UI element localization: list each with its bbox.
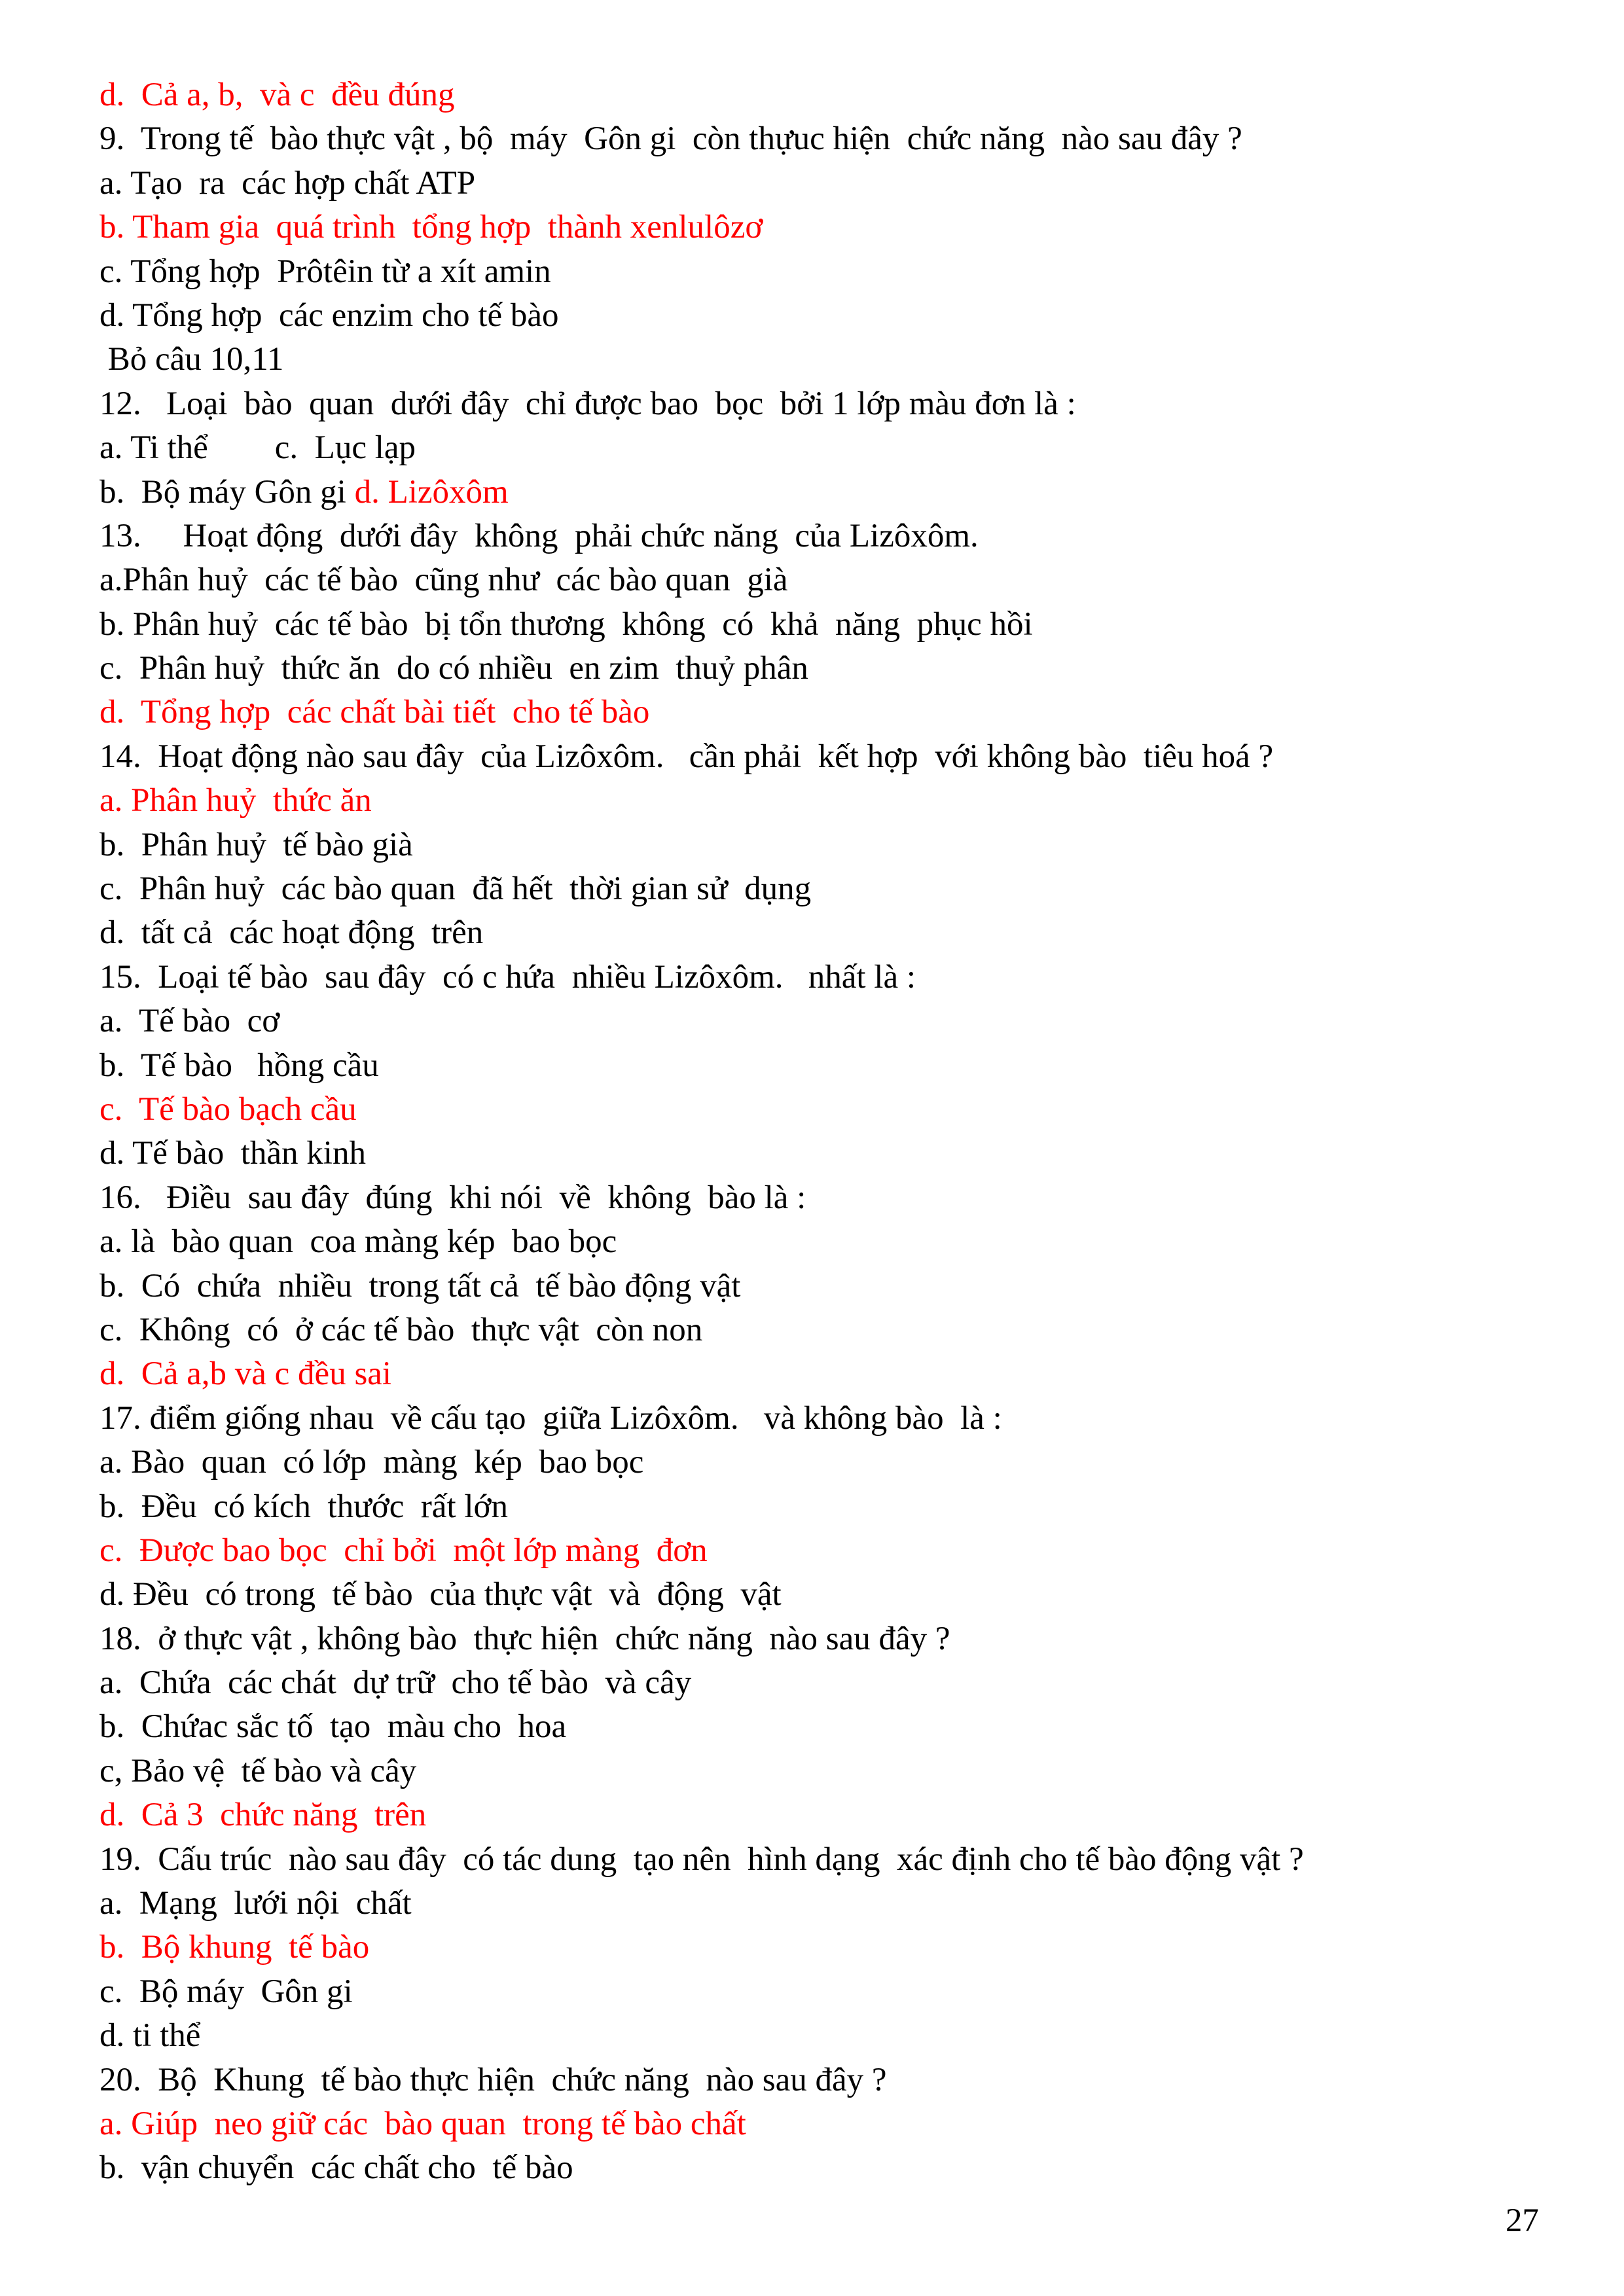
line-text: c. Không có ở các tế bào thực vật còn non	[99, 1311, 703, 1348]
text-line	[99, 117, 1559, 161]
line-text: 13. Hoạt động dưới đây không phải chức năng của Lizôxôm.	[99, 517, 979, 554]
line-text: c. Tổng hợp Prôtêin từ a xít amin	[99, 253, 551, 290]
text-line	[99, 1749, 1559, 1793]
line-text: d. Đều có trong tế bào của thực vật và động vật	[99, 1576, 782, 1613]
answer-line	[99, 691, 1559, 734]
text-line	[99, 647, 1559, 691]
line-text: d. ti thể	[99, 2017, 201, 2054]
text-line	[99, 956, 1559, 999]
page-number: 27	[1506, 2202, 1539, 2239]
text-line	[99, 1970, 1559, 2014]
line-text: b. Có chứa nhiều trong tất cả tế bào động vật	[99, 1267, 741, 1304]
line-text: c. Bộ máy Gôn gi	[99, 1973, 353, 2010]
line-text: 19. Cấu trúc nào sau đây có tác dung tạo nên hình dạng xác định cho tế bào động vật ?	[99, 1840, 1304, 1878]
text-line	[99, 999, 1559, 1043]
answer-line	[99, 206, 1559, 249]
text-line	[99, 2146, 1559, 2190]
answer-line	[99, 1793, 1559, 1837]
line-text: d. tất cả các hoạt động trên	[99, 914, 484, 952]
question-list	[99, 73, 1559, 2191]
text-line	[99, 1617, 1559, 1661]
answer-line	[99, 779, 1559, 823]
text-line	[99, 471, 1559, 514]
line-text: b. Đều có kích thước rất lớn	[99, 1488, 509, 1525]
line-text: b. Phân huỷ các tế bào bị tổn thương không có khả năng phục hồi	[99, 605, 1033, 643]
line-text: c. Phân huỷ các bào quan đã hết thời gian sử dụng	[99, 870, 812, 908]
line-text: a. là bào quan coa màng kép bao bọc	[99, 1223, 617, 1261]
line-text: a. Tế bào cơ	[99, 1003, 280, 1040]
text-line	[99, 558, 1559, 602]
line-text: c, Bảo vệ tế bào và cây	[99, 1752, 417, 1789]
line-text: a. Phân huỷ thức ăn	[99, 782, 372, 819]
text-line	[99, 2014, 1559, 2058]
line-text: b. Chứac sắc tố tạo màu cho hoa	[99, 1708, 567, 1746]
text-line	[99, 1265, 1559, 1308]
text-line	[99, 1176, 1559, 1220]
line-text: a. Bào quan có lớp màng kép bao bọc	[99, 1444, 644, 1481]
text-line	[99, 426, 1559, 470]
line-text: a.Phân huỷ các tế bào cũng như các bào quan già	[99, 562, 788, 599]
line-text: d. Tổng hợp các chất bài tiết cho tế bào	[99, 694, 650, 731]
text-line	[99, 162, 1559, 206]
text-line	[99, 250, 1559, 294]
answer-line	[99, 1352, 1559, 1396]
text-line	[99, 1485, 1559, 1529]
answer-line	[99, 1529, 1559, 1573]
line-text: a. Mạng lưới nội chất	[99, 1885, 412, 1922]
line-text: d. Tổng hợp các enzim cho tế bào	[99, 296, 559, 334]
line-text: d. Cả a, b, và c đều đúng	[99, 77, 455, 113]
line-text: 20. Bộ Khung tế bào thực hiện chức năng nào sau đây ?	[99, 2061, 887, 2098]
text-line	[99, 1441, 1559, 1484]
text-line	[99, 867, 1559, 911]
text-line	[99, 911, 1559, 955]
line-text: a. Ti thể c. Lục lạp	[99, 429, 416, 467]
line-text: a. Giúp neo giữ các bào quan trong tế bào chất	[99, 2105, 746, 2142]
text-line	[99, 1308, 1559, 1352]
line-text: c. Tế bào bạch cầu	[99, 1090, 357, 1128]
text-line	[99, 1838, 1559, 1882]
text-line	[99, 2058, 1559, 2102]
line-text: b. vận chuyển các chất cho tế bào	[99, 2149, 573, 2187]
line-text: b. Tế bào hồng cầu	[99, 1047, 379, 1084]
text-line	[99, 1397, 1559, 1441]
answer-line	[99, 2102, 1559, 2146]
text-line	[99, 823, 1559, 867]
text-line	[99, 294, 1559, 338]
text-line	[99, 735, 1559, 779]
answer-inline: d. Lizôxôm	[354, 473, 509, 511]
line-text: b. Tham gia quá trình tổng hợp thành xenlulôzơ	[99, 209, 763, 246]
line-text: d. Cả 3 chức năng trên	[99, 1797, 427, 1834]
line-text: 17. điểm giống nhau về cấu tạo giữa Lizôxôm. và không bào là :	[99, 1399, 1002, 1437]
line-text: 9. Trong tế bào thực vật , bộ máy Gôn gi còn thựuc hiện chức năng nào sau đây ?	[99, 120, 1242, 158]
line-text: a. Tạo ra các hợp chất ATP	[99, 164, 476, 202]
line-text: b. Phân huỷ tế bào già	[99, 826, 413, 863]
line-text: b. Bộ khung tế bào	[99, 1929, 370, 1966]
line-text: b. Bộ máy Gôn gi	[99, 473, 355, 511]
line-text: 18. ở thực vật , không bào thực hiện chức năng nào sau đây ?	[99, 1620, 950, 1657]
answer-line	[99, 1088, 1559, 1132]
line-text: 14. Hoạt động nào sau đây của Lizôxôm. cần phải kết hợp với không bào tiêu hoá ?	[99, 738, 1274, 775]
text-line	[99, 338, 1559, 382]
text-line	[99, 1220, 1559, 1264]
text-line	[99, 1132, 1559, 1175]
answer-line	[99, 73, 1559, 117]
line-text: 12. Loại bào quan dưới đây chỉ được bao bọc bởi 1 lớp màu đơn là :	[99, 385, 1076, 422]
text-line	[99, 1661, 1559, 1705]
answer-line	[99, 1926, 1559, 1969]
text-line	[99, 382, 1559, 426]
line-text: 16. Điều sau đây đúng khi nói về không bào là :	[99, 1179, 806, 1216]
text-line	[99, 603, 1559, 647]
line-text: a. Chứa các chát dự trữ cho tế bào và cây	[99, 1664, 692, 1702]
line-text: c. Phân huỷ thức ăn do có nhiều en zim thuỷ phân	[99, 650, 808, 687]
line-text: Bỏ câu 10,11	[99, 341, 284, 378]
line-text: d. Cả a,b và c đều sai	[99, 1355, 392, 1393]
text-line	[99, 514, 1559, 558]
line-text: c. Được bao bọc chỉ bởi một lớp màng đơn	[99, 1532, 708, 1569]
line-text: 15. Loại tế bào sau đây có c hứa nhiều Lizôxôm. nhất là :	[99, 958, 916, 996]
line-text: d. Tế bào thần kinh	[99, 1135, 366, 1172]
text-line	[99, 1705, 1559, 1749]
text-line	[99, 1882, 1559, 1926]
text-line	[99, 1573, 1559, 1617]
text-line	[99, 1044, 1559, 1088]
